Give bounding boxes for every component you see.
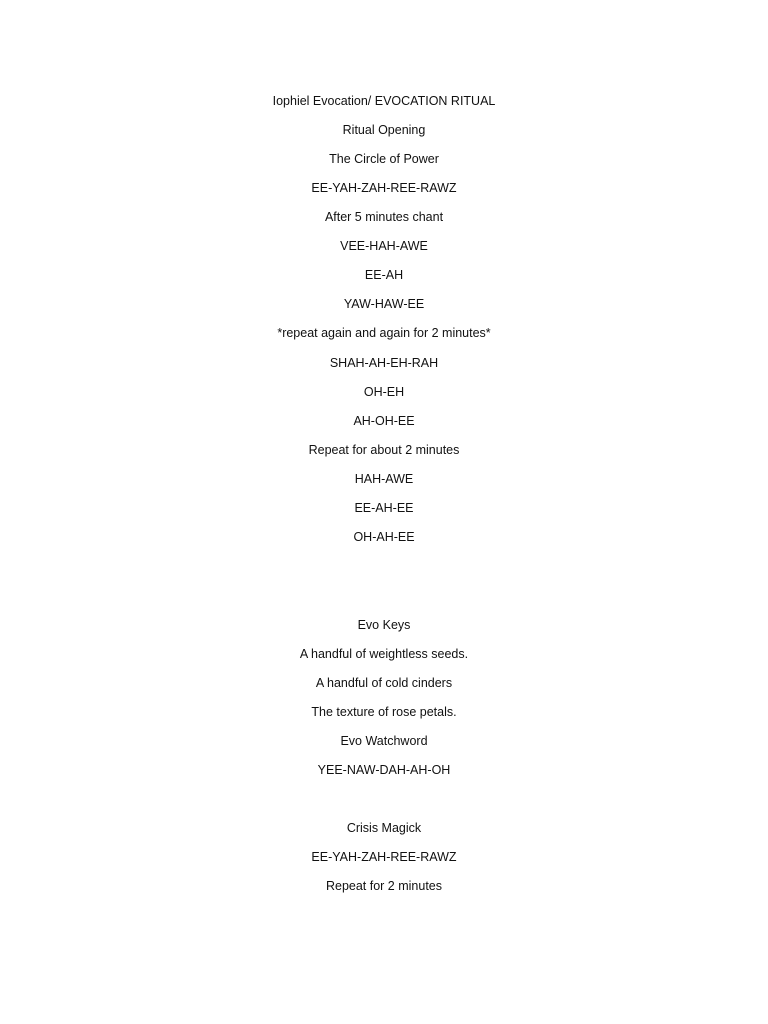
chant-line: EE-AH	[364, 268, 404, 282]
instruction-line: *repeat again and again for 2 minutes*	[277, 326, 491, 340]
instruction-line: Repeat for 2 minutes	[325, 879, 443, 893]
chant-line: OH-AH-EE	[353, 530, 415, 544]
text-line: The Circle of Power	[329, 152, 439, 166]
chant-line: VEE-HAH-AWE	[340, 239, 428, 253]
chant-line: HAH-AWE	[354, 472, 414, 486]
chant-line: EE-AH-EE	[354, 501, 414, 515]
section-heading-evo-watchword: Evo Watchword	[340, 734, 428, 748]
chant-line: EE-YAH-ZAH-REE-RAWZ	[311, 181, 457, 195]
chant-line: SHAH-AH-EH-RAH	[329, 356, 439, 370]
chant-line: AH-OH-EE	[353, 414, 415, 428]
section-heading-ritual-opening: Ritual Opening	[342, 123, 426, 137]
instruction-line: Repeat for about 2 minutes	[308, 443, 460, 457]
chant-line: YEE-NAW-DAH-AH-OH	[317, 763, 451, 777]
text-line: A handful of weightless seeds.	[299, 647, 469, 661]
section-heading-crisis-magick: Crisis Magick	[346, 821, 422, 835]
chant-line: YAW-HAW-EE	[343, 297, 425, 311]
text-line: A handful of cold cinders	[315, 676, 453, 690]
text-line: The texture of rose petals.	[311, 705, 457, 719]
chant-line: EE-YAH-ZAH-REE-RAWZ	[311, 850, 457, 864]
document-title: Iophiel Evocation/ EVOCATION RITUAL	[272, 94, 496, 108]
text-line: After 5 minutes chant	[324, 210, 444, 224]
chant-line: OH-EH	[363, 385, 405, 399]
section-heading-evo-keys: Evo Keys	[357, 618, 411, 632]
